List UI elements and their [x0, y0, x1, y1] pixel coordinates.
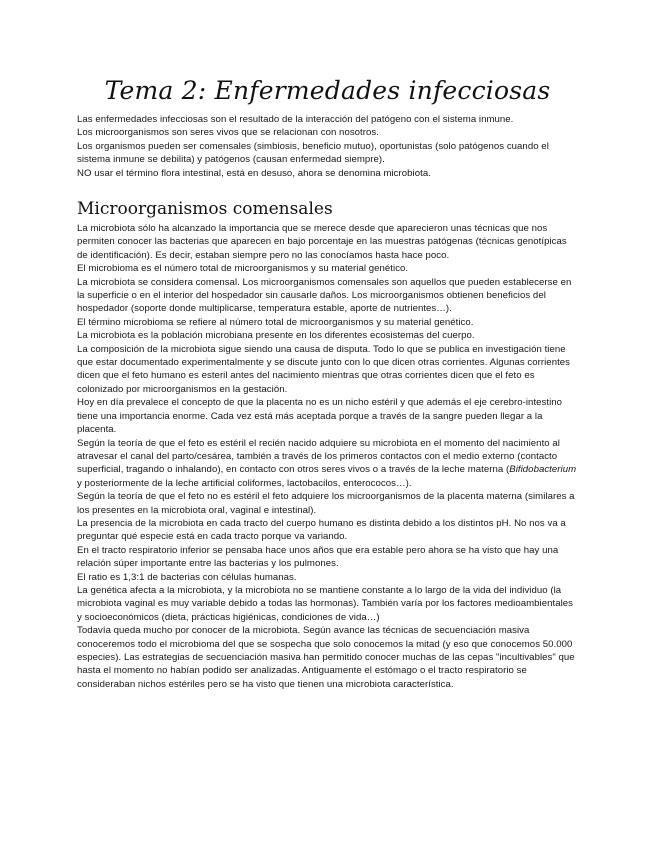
body-paragraph: El microbioma es el número total de microorganismos y su material genético. [77, 263, 409, 275]
body-paragraph: Todavía queda mucho por conocer de la microbiota. Según avance las técnicas de secuenciación masiva conoceremos todo el microbioma del que se sospecha que solo conocemos la mitad (y eso que conocemos 50.000 especies). Las estrategias de secuenciación masiva han permitido conocer muchas de las cepas "incultivables" que hasta el momento no habían podido ser analizadas. Antiguamente el estómago o el tracto respiratorio se consideraban nichos estériles pero se ha visto que tienen una microbiota característica. [77, 625, 575, 690]
section-comensales [77, 198, 577, 691]
intro-paragraph: Los microorganismos son seres vivos que se relacionan con nosotros. [77, 127, 379, 139]
body-paragraph: Hoy en día prevalece el concepto de que la placenta no es un nicho estéril y que además el eje cerebro-intestino tiene una importancia enorme. Cada vez está más aceptada porque a través de la sangre pueden llegar a la placenta. [77, 397, 563, 436]
body-paragraph: La genética afecta a la microbiota, y la microbiota no se mantiene constante a lo largo de la vida del individuo (la microbiota vaginal es muy variable debido a todas las hormonas). También varía por los factores medioambientales y socioeconómicos (dieta, prácticas higiénicas, condiciones de vida…) [77, 584, 574, 623]
body-paragraph: En el tracto respiratorio inferior se pensaba hace unos años que era estable pero ahora se ha visto que hay una relación súper importante entre las bacterias y los pulmones. [77, 544, 559, 570]
intro-paragraph: Los organismos pueden ser comensales (simbiosis, beneficio mutuo), oportunistas (solo patógenos cuando el sistema inmune se debilita) y patógenos (causan enfermedad siempre). [77, 140, 549, 166]
paragraph-text: Según la teoría de que el feto es estéril el recién nacido adquiere su microbiota en el momento del nacimiento al atravesar el canal del parto/cesárea, también a través de los primeros contactos con el medio externo (contacto superficial, tragando o inhalando), en contacto con otros seres vivos o a través de la leche materna ( [77, 437, 560, 476]
intro-paragraph: NO usar el término flora intestinal, está en desuso, ahora se denomina microbiota. [77, 167, 431, 179]
body-paragraph-theory-sterile [77, 437, 577, 491]
paragraph-text: y posteriormente de la leche artificial coliformes, lactobacilos, enterococos…). [77, 477, 412, 489]
intro-block [77, 113, 577, 180]
intro-paragraph: Las enfermedades infecciosas son el resultado de la interacción del patógeno con el sistema inmune. [77, 114, 514, 125]
body-paragraph: La microbiota sólo ha alcanzado la importancia que se merece desde que aparecieron unas técnicas que nos permiten conocer las bacterias que aparecen en bajo porcentaje en las muestras patógenas (técnicas genotípicas de identificación). Es decir, estaban siempre pero no las conocíamos hasta hace poco. [77, 223, 567, 261]
body-paragraph: Según la teoría de que el feto no es estéril el feto adquiere los microorganismos de la placenta materna (similares a los presentes en la microbiota oral, vaginal e intestinal). [77, 491, 575, 516]
body-paragraph: La microbiota es la población microbiana presente en los diferentes ecosistemas del cuerpo. [77, 330, 475, 342]
body-paragraph: El ratio es 1,3:1 de bacterias con células humanas. [77, 571, 297, 583]
section-heading: Microorganismos comensales [77, 199, 333, 219]
italic-species-name: Bifidobacterium [509, 464, 577, 476]
body-paragraph: La presencia de la microbiota en cada tracto del cuerpo humano es distinta debido a los distintos pH. No nos va a preguntar qué especie está en cada tracto porque va variando. [77, 517, 566, 543]
page-title: Tema 2: Enfermedades infecciosas [104, 76, 551, 105]
body-paragraph: El término microbioma se refiere al número total de microorganismos y su material genético. [77, 316, 474, 328]
body-paragraph: La microbiota se considera comensal. Los microorganismos comensales son aquellos que pueden establecerse en la superficie o en el interior del hospedador sin causarle daños. Los microorganismos obtienen beneficios del hospedador (soporte donde multiplicarse, temperatura estable, aporte de nutrientes…). [77, 276, 572, 315]
body-paragraph: La composición de la microbiota sigue siendo una causa de disputa. Todo lo que se publica en investigación tiene que estar documentado experimentalmente y se discute junto con lo que dicen otras corrientes. Algunas corrientes dicen que el feto humano es esteril antes del nacimiento mientras que otras corrientes dicen que el feto es colonizado por microorganismos en la gestación. [77, 343, 571, 395]
